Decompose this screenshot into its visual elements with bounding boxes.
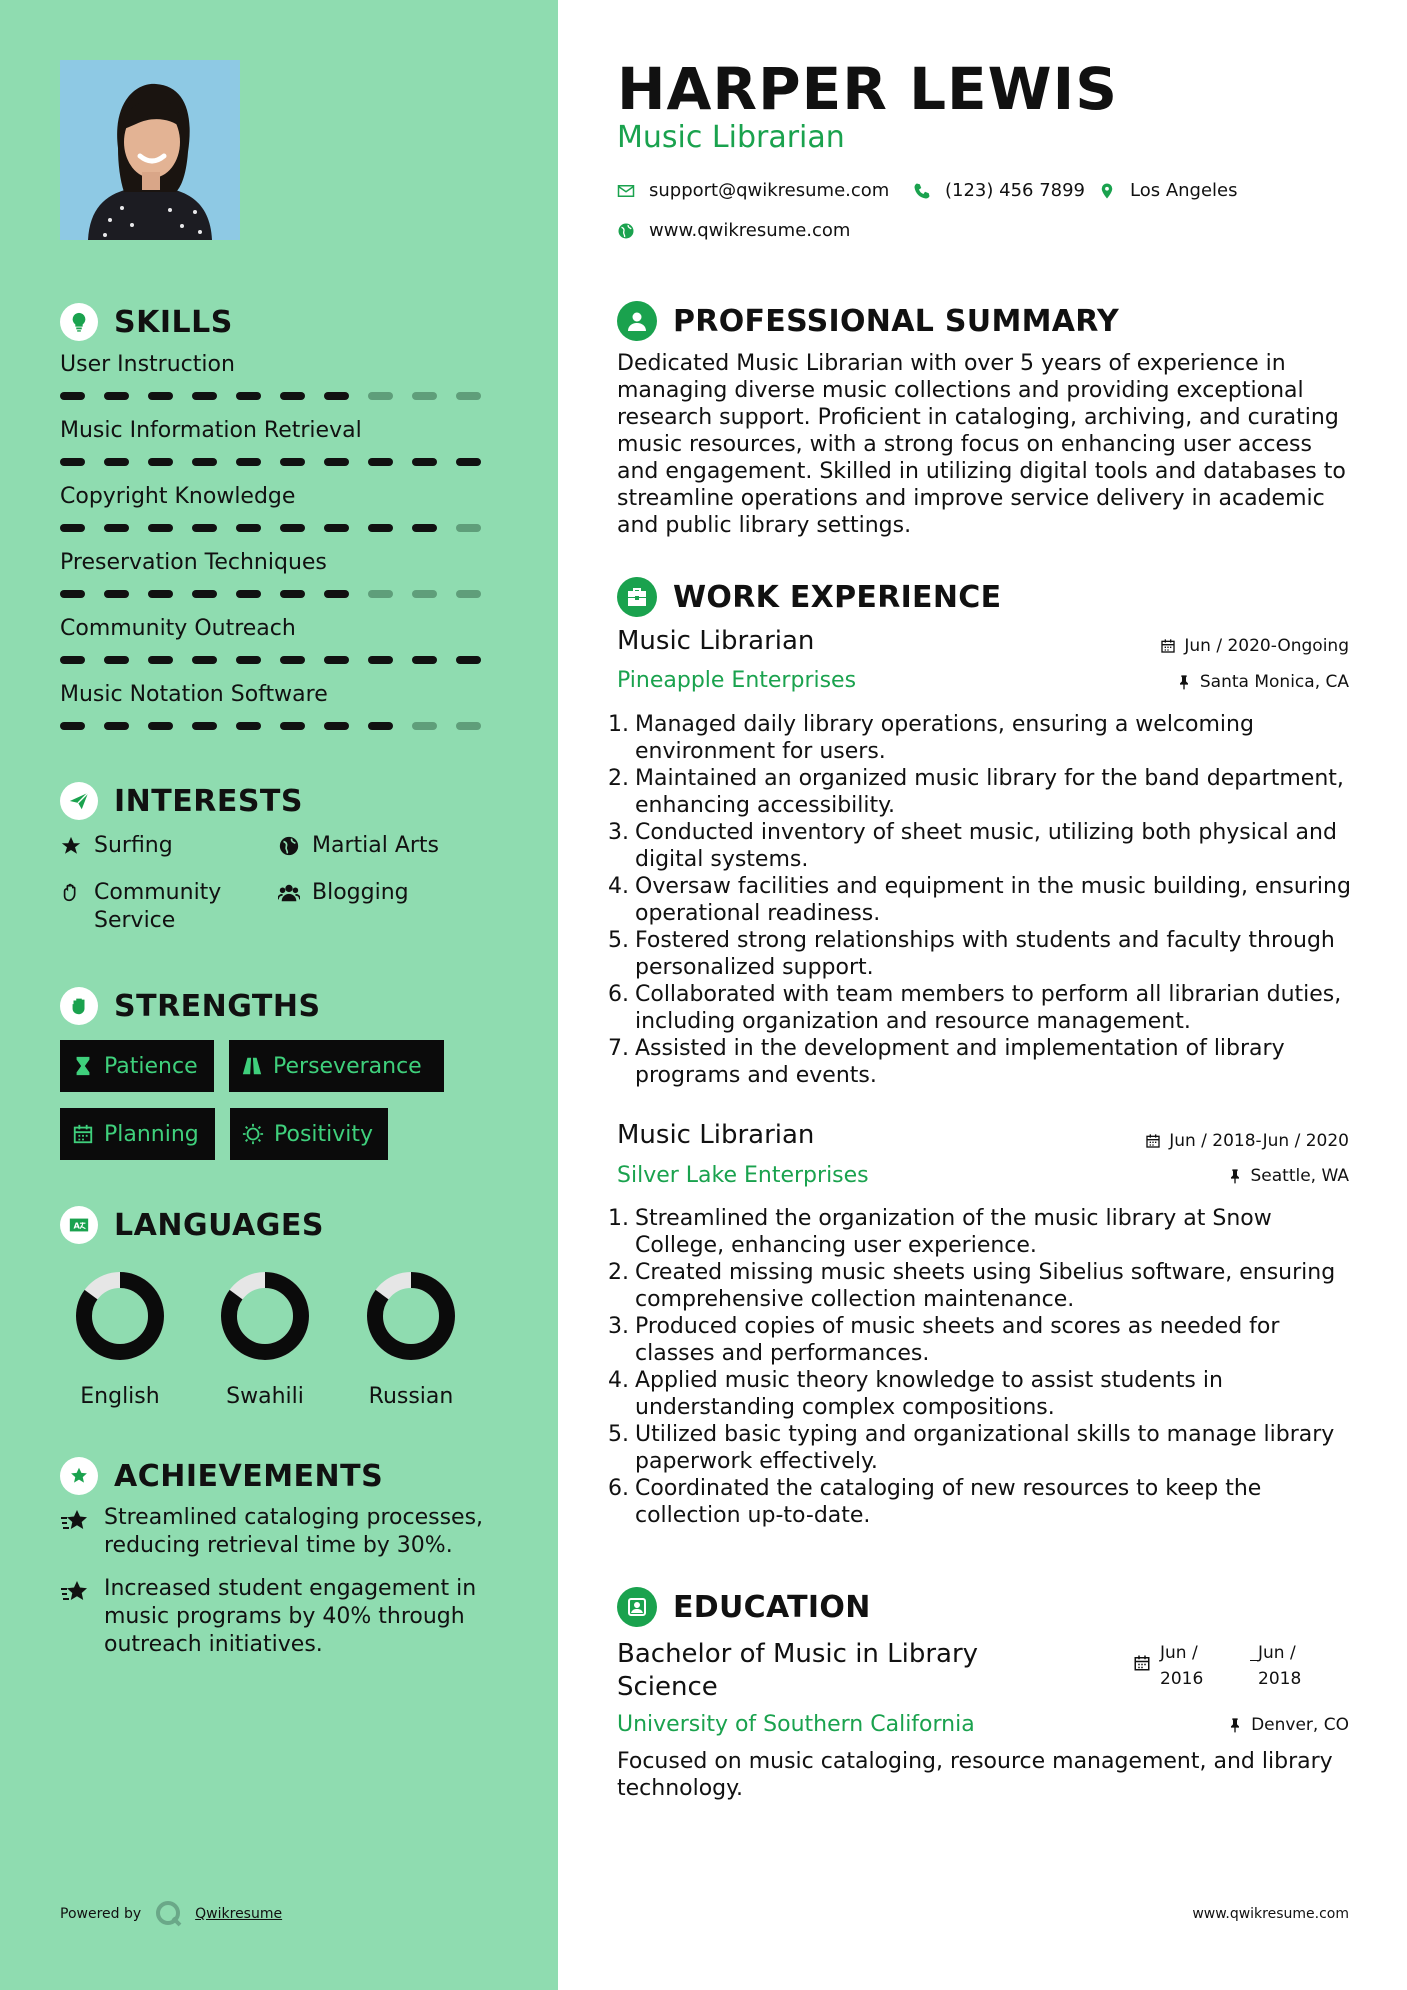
phone-text: (123) 456 7899	[945, 180, 1086, 201]
job-dates	[1145, 1131, 1349, 1151]
powered-by-label: Powered by	[60, 1906, 142, 1922]
job-title: Music Librarian	[617, 1120, 815, 1150]
skill-level-dot	[236, 590, 261, 598]
skill-level-dot	[412, 722, 437, 730]
strength-tag	[60, 1108, 215, 1160]
languages-title: LANGUAGES	[114, 1207, 324, 1243]
job-dates-text: Jun / 2018-Jun / 2020	[1169, 1131, 1349, 1151]
language-ring	[74, 1270, 166, 1362]
skill-name: Community Outreach	[60, 616, 296, 641]
skill-level-bar	[60, 524, 500, 532]
skill-level-dot	[60, 722, 85, 730]
duty-text: Coordinated the cataloging of new resources to keep the collection up-to-date.	[635, 1476, 1262, 1528]
skill-level-dot	[412, 656, 437, 664]
qwikresume-logo-icon	[155, 1900, 183, 1928]
company-name: Pineapple Enterprises	[617, 668, 857, 693]
sun-icon	[242, 1123, 264, 1145]
duty-item: 6. Coordinated the cataloging of new resources to keep the collection up-to-date.	[608, 1475, 1360, 1529]
skill-level-bar	[60, 656, 500, 664]
sidebar	[0, 0, 558, 1990]
skill-level-dot	[104, 590, 129, 598]
strength-tag	[229, 1040, 444, 1092]
svg-text:A: A	[73, 1220, 80, 1231]
skill-level-dot	[324, 392, 349, 400]
hourglass-icon	[72, 1055, 94, 1077]
skill-level-dot	[280, 392, 305, 400]
skill-level-dot	[60, 590, 85, 598]
globe-icon	[617, 222, 635, 240]
duty-text: Applied music theory knowledge to assist students in understanding complex compositions.	[635, 1368, 1223, 1420]
calendar-icon	[1160, 638, 1176, 654]
skill-level-dot	[368, 656, 393, 664]
duty-item: 4. Oversaw facilities and equipment in the music building, ensuring operational readiness.	[608, 873, 1360, 927]
map-pin-icon	[1098, 182, 1116, 200]
skill-level-bar	[60, 458, 500, 466]
strength-tag	[60, 1040, 214, 1092]
education-description: Focused on music cataloging, resource management, and library technology.	[617, 1749, 1333, 1801]
strength-label: Positivity	[274, 1121, 374, 1147]
duty-item: 6. Collaborated with team members to perform all librarian duties, including organization and resource management.	[608, 981, 1360, 1035]
skill-level-dot	[324, 458, 349, 466]
achievement-item	[60, 1504, 510, 1560]
skill-level-dot	[280, 524, 305, 532]
duty-item: 2. Maintained an organized music library for the band department, enhancing accessibility.	[608, 765, 1360, 819]
education-location	[1227, 1715, 1349, 1735]
job-title: Music Librarian	[617, 626, 815, 656]
language-item	[60, 1270, 180, 1409]
achievement-text: Increased student engagement in music programs by 40% through outreach initiatives.	[104, 1576, 477, 1657]
skill-level-dot	[324, 524, 349, 532]
skill-level-dot	[324, 590, 349, 598]
duty-text: Assisted in the development and implementation of library programs and events.	[635, 1036, 1285, 1088]
achievement-item	[60, 1575, 510, 1659]
skill-level-dot	[412, 458, 437, 466]
language-ring	[365, 1270, 457, 1362]
skill-level-bar	[60, 722, 500, 730]
calendar-icon	[72, 1123, 94, 1145]
skill-item	[60, 548, 500, 598]
duty-text: Managed daily library operations, ensuring a welcoming environment for users.	[635, 712, 1254, 764]
strength-label: Planning	[104, 1121, 199, 1147]
duty-item: 5. Utilized basic typing and organizational skills to manage library paperwork effectively.	[608, 1421, 1360, 1475]
brand-link[interactable]: Qwikresume	[195, 1906, 283, 1922]
skill-level-dot	[192, 590, 217, 598]
skill-level-dot	[104, 524, 129, 532]
calendar-icon	[1133, 1654, 1151, 1672]
duties-list	[608, 711, 1360, 1089]
interest-label: Community Service	[94, 880, 222, 933]
skill-name: Preservation Techniques	[60, 550, 327, 575]
skill-level-dot	[280, 590, 305, 598]
interest-item	[60, 832, 173, 860]
skill-item	[60, 482, 500, 532]
skill-level-dot	[368, 590, 393, 598]
strength-label: Patience	[104, 1053, 198, 1079]
duty-text: Created missing music sheets using Sibelius software, ensuring comprehensive collection maintenance.	[635, 1260, 1336, 1312]
skill-level-dot	[236, 458, 261, 466]
duty-item: 3. Produced copies of music sheets and scores as needed for classes and performances.	[608, 1313, 1360, 1367]
language-name: Russian	[368, 1384, 454, 1409]
education-title: EDUCATION	[673, 1589, 871, 1625]
skill-level-bar	[60, 392, 500, 400]
duty-text: Utilized basic typing and organizational skills to manage library paperwork effectively.	[635, 1422, 1335, 1474]
skill-level-dot	[412, 590, 437, 598]
achievements-title: ACHIEVEMENTS	[114, 1458, 384, 1494]
duties-list	[608, 1205, 1360, 1529]
achievements-heading	[60, 1456, 383, 1496]
company-name: Silver Lake Enterprises	[617, 1163, 869, 1188]
duty-text: Collaborated with team members to perform all librarian duties, including organization and resource management.	[635, 982, 1342, 1034]
summary-text: Dedicated Music Librarian with over 5 years of experience in managing diverse music collections and providing exceptional research support. Proficient in cataloging, archiving, and curating music resources, with a strong focus on enhancing user access and engagement. Skilled in utilizing digital tools and databases to streamline operations and improve service delivery in academic and public library settings.	[617, 351, 1346, 538]
interest-item	[60, 879, 260, 935]
skill-name: Music Notation Software	[60, 682, 328, 707]
skill-level-dot	[60, 656, 85, 664]
skill-level-dot	[456, 524, 481, 532]
summary-heading	[617, 300, 1119, 342]
job-location-text: Santa Monica, CA	[1199, 672, 1349, 692]
profile-photo	[60, 60, 240, 240]
briefcase-icon	[617, 577, 657, 617]
skill-item	[60, 350, 500, 400]
skill-level-dot	[104, 392, 129, 400]
skill-item	[60, 680, 500, 730]
contact-website[interactable]	[617, 220, 850, 241]
skills-heading	[60, 302, 233, 342]
website-text: www.qwikresume.com	[649, 220, 851, 241]
lightbulb-icon	[60, 303, 98, 341]
skill-level-dot	[192, 392, 217, 400]
email-text: support@qwikresume.com	[649, 180, 890, 201]
duty-text: Fostered strong relationships with students and faculty through personalized support.	[635, 928, 1335, 980]
pushpin-icon	[1227, 1168, 1243, 1184]
language-icon	[60, 1206, 98, 1244]
education-location-text: Denver, CO	[1251, 1715, 1349, 1735]
duty-item: 1. Streamlined the organization of the music library at Snow College, enhancing user experience.	[608, 1205, 1360, 1259]
hand-icon	[60, 882, 82, 904]
degree-name: Bachelor of Music in Library Science	[617, 1639, 979, 1702]
duty-item: 2. Created missing music sheets using Sibelius software, ensuring comprehensive collection maintenance.	[608, 1259, 1360, 1313]
duty-text: Conducted inventory of sheet music, utilizing both physical and digital systems.	[635, 820, 1337, 872]
job-location	[1176, 672, 1349, 692]
skill-name: Music Information Retrieval	[60, 418, 362, 443]
job-location-text: Seattle, WA	[1250, 1166, 1349, 1186]
skill-level-dot	[368, 524, 393, 532]
paper-plane-icon	[60, 782, 98, 820]
skill-level-dot	[236, 524, 261, 532]
star-icon	[60, 1508, 90, 1534]
skills-title: SKILLS	[114, 304, 233, 340]
skill-level-dot	[148, 590, 173, 598]
skill-level-dot	[456, 722, 481, 730]
strength-tag	[230, 1108, 388, 1160]
language-item	[351, 1270, 471, 1409]
duty-item: 7. Assisted in the development and implementation of library programs and events.	[608, 1035, 1360, 1089]
candidate-name: HARPER LEWIS	[617, 55, 1118, 123]
road-icon	[241, 1055, 263, 1077]
skill-level-dot	[368, 458, 393, 466]
interest-item	[278, 832, 439, 860]
skill-level-dot	[192, 458, 217, 466]
skill-level-dot	[148, 524, 173, 532]
work-title: WORK EXPERIENCE	[673, 579, 1002, 615]
date-separator	[1250, 1660, 1258, 1661]
skill-item	[60, 416, 500, 466]
star-icon	[60, 1579, 90, 1605]
skill-level-dot	[192, 524, 217, 532]
job-dates	[1160, 636, 1349, 656]
powered-by	[60, 1900, 282, 1928]
interests-title: INTERESTS	[114, 783, 303, 819]
achievement-text: Streamlined cataloging processes, reducing retrieval time by 30%.	[104, 1505, 484, 1558]
skill-level-bar	[60, 590, 500, 598]
skill-level-dot	[280, 656, 305, 664]
summary-title: PROFESSIONAL SUMMARY	[673, 303, 1120, 339]
pushpin-icon	[1227, 1717, 1243, 1733]
job-location	[1227, 1166, 1350, 1186]
footer-url[interactable]: www.qwikresume.com	[1192, 1906, 1349, 1922]
interest-item	[278, 879, 409, 907]
skill-level-dot	[456, 392, 481, 400]
skill-level-dot	[104, 656, 129, 664]
user-icon	[617, 301, 657, 341]
skill-level-dot	[368, 722, 393, 730]
skill-level-dot	[60, 458, 85, 466]
skill-level-dot	[60, 524, 85, 532]
skill-level-dot	[104, 458, 129, 466]
award-star-icon	[60, 1457, 98, 1495]
users-icon	[278, 882, 300, 904]
strength-label: Perseverance	[273, 1053, 422, 1079]
language-item	[205, 1270, 325, 1409]
skill-level-dot	[148, 392, 173, 400]
skill-level-dot	[456, 656, 481, 664]
contact-email[interactable]	[617, 180, 889, 201]
skill-level-dot	[148, 458, 173, 466]
skill-level-dot	[192, 656, 217, 664]
job-dates-text: Jun / 2020-Ongoing	[1184, 636, 1349, 656]
languages-heading	[60, 1205, 324, 1245]
interests-heading	[60, 781, 303, 821]
duty-text: Streamlined the organization of the music library at Snow College, enhancing user experience.	[635, 1206, 1272, 1258]
duty-item: 1. Managed daily library operations, ensuring a welcoming environment for users.	[608, 711, 1360, 765]
globe-icon	[278, 835, 300, 857]
education-heading	[617, 1586, 871, 1628]
work-heading	[617, 576, 1001, 618]
contact-location	[1098, 180, 1238, 201]
skill-level-dot	[236, 722, 261, 730]
duty-item: 4. Applied music theory knowledge to assist students in understanding complex compositions.	[608, 1367, 1360, 1421]
profile-photo-image	[60, 60, 240, 240]
phone-icon	[913, 182, 931, 200]
language-name: English	[80, 1384, 160, 1409]
skill-level-dot	[324, 722, 349, 730]
skill-name: User Instruction	[60, 352, 235, 377]
fist-icon	[60, 987, 98, 1025]
star-icon	[60, 835, 82, 857]
skill-level-dot	[280, 458, 305, 466]
duty-text: Produced copies of music sheets and scores as needed for classes and performances.	[635, 1314, 1280, 1366]
skill-level-dot	[236, 392, 261, 400]
duty-item: 3. Conducted inventory of sheet music, utilizing both physical and digital systems.	[608, 819, 1360, 873]
skill-level-dot	[368, 392, 393, 400]
skill-level-dot	[324, 656, 349, 664]
duty-item: 5. Fostered strong relationships with students and faculty through personalized support.	[608, 927, 1360, 981]
pushpin-icon	[1176, 674, 1192, 690]
location-text: Los Angeles	[1130, 180, 1238, 201]
education-start-date: Jun / 2016	[1160, 1643, 1204, 1689]
strengths-heading	[60, 986, 321, 1026]
duty-text: Oversaw facilities and equipment in the music building, ensuring operational readiness.	[635, 874, 1351, 926]
skill-level-dot	[104, 722, 129, 730]
language-ring	[219, 1270, 311, 1362]
skill-level-dot	[412, 392, 437, 400]
skill-name: Copyright Knowledge	[60, 484, 296, 509]
calendar-icon	[1145, 1133, 1161, 1149]
interest-label: Surfing	[94, 833, 173, 858]
skill-level-dot	[60, 392, 85, 400]
skill-level-dot	[148, 722, 173, 730]
skill-level-dot	[148, 656, 173, 664]
duty-text: Maintained an organized music library for the band department, enhancing accessibility.	[635, 766, 1344, 818]
graduation-icon	[617, 1587, 657, 1627]
candidate-role: Music Librarian	[617, 120, 845, 155]
interest-label: Martial Arts	[312, 833, 440, 858]
school-name: University of Southern California	[617, 1712, 975, 1737]
skill-level-dot	[456, 590, 481, 598]
skill-level-dot	[280, 722, 305, 730]
contact-phone[interactable]	[913, 180, 1085, 201]
education-end-date: Jun / 2018	[1258, 1643, 1302, 1689]
skill-item	[60, 614, 500, 664]
skill-level-dot	[236, 656, 261, 664]
language-name: Swahili	[226, 1384, 304, 1409]
skill-level-dot	[456, 458, 481, 466]
skill-level-dot	[192, 722, 217, 730]
strengths-title: STRENGTHS	[114, 988, 321, 1024]
skill-level-dot	[412, 524, 437, 532]
envelope-icon	[617, 182, 635, 200]
interest-label: Blogging	[312, 880, 409, 905]
